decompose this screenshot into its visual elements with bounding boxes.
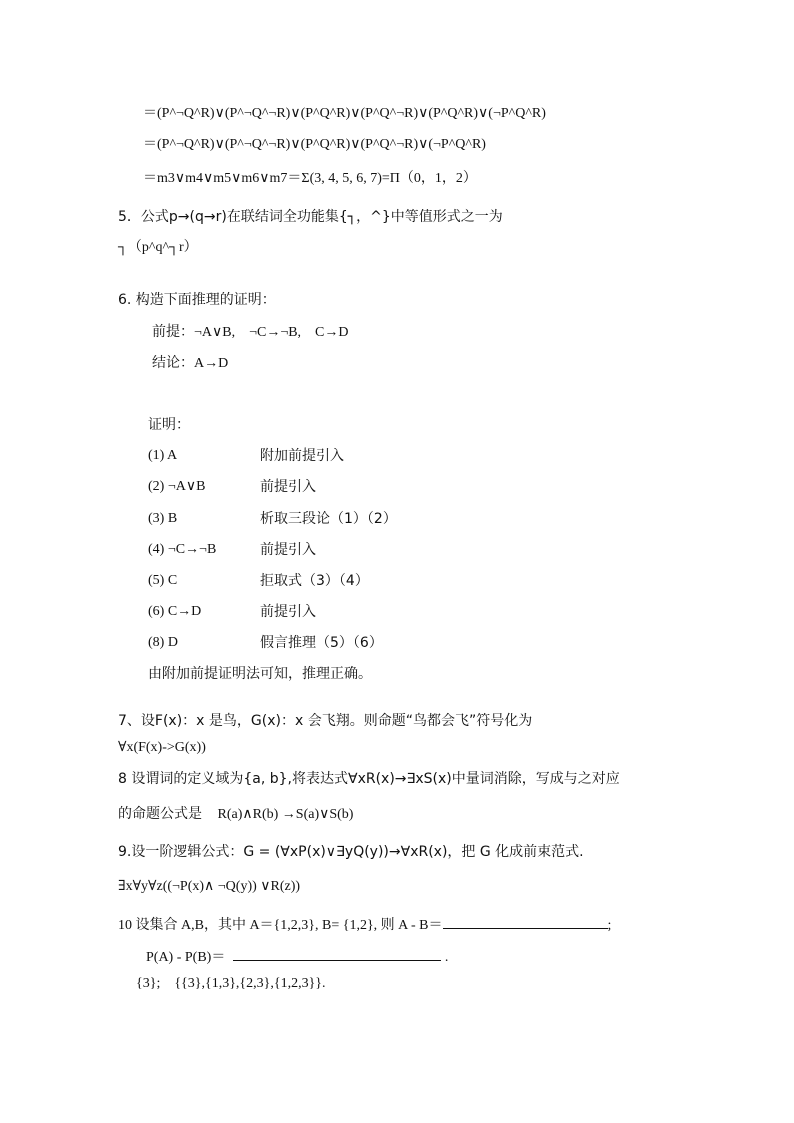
q8-line-1 <box>118 769 620 789</box>
proof-step <box>148 571 448 591</box>
conclusion-text: A→D <box>194 356 229 371</box>
proof-step-reason: 附加前提引入 <box>260 448 344 464</box>
q6-title <box>118 290 276 310</box>
proof-step-formula: (5) C <box>148 573 178 588</box>
q10-question <box>118 914 611 936</box>
proof-step <box>148 446 448 466</box>
q8-answer: R(a)∧R(b) →S(a)∨S(b) <box>217 807 354 822</box>
q6-title-text: 6. 构造下面推理的证明： <box>118 292 276 308</box>
premises-text: ¬A∨B, ¬C→¬B, C→D <box>194 325 349 340</box>
q7-question-text: 7、设F(x)：x 是鸟，G(x)：x 会飞翔。则命题“鸟都会飞”符号化为 <box>118 713 533 729</box>
q5-question-text: 5．公式p→(q→r)在联结词全功能集{┐，^}中等值形式之一为 <box>118 209 503 225</box>
q10-blank-2[interactable] <box>233 946 441 961</box>
q10-line-2-text: P(A) - P(B)＝ <box>146 950 226 965</box>
formula-line-1 <box>143 104 546 124</box>
formula-line-2 <box>143 135 486 155</box>
premise-label: 前提： <box>152 324 194 340</box>
proof-step-reason: 前提引入 <box>260 479 316 495</box>
q5-answer <box>118 238 198 258</box>
proof-step-reason: 析取三段论（1）（2） <box>260 511 397 527</box>
q6-premises <box>152 322 349 343</box>
q9-answer-text: ∃x∀y∀z((¬P(x)∧ ¬Q(y)) ∨R(z)) <box>118 879 301 894</box>
q7-question <box>118 711 532 731</box>
proof-label <box>148 415 190 435</box>
q5-answer-text: ┐（p^q^┐r） <box>118 240 198 255</box>
q10-line-2-end: . <box>444 950 449 965</box>
proof-step-formula: (1) A <box>148 448 178 463</box>
formula-line-3 <box>143 169 477 189</box>
q10-answer-text: {3}; {{3},{1,3},{2,3},{1,2,3}}. <box>136 976 326 991</box>
proof-step <box>148 509 448 529</box>
conclusion-label: 结论： <box>152 355 194 371</box>
formula-line-2-text: ＝(P^¬Q^R)∨(P^¬Q^¬R)∨(P^Q^R)∨(P^Q^¬R)∨(¬P^Q^R) <box>143 137 486 152</box>
proof-step-formula: (8) D <box>148 635 178 650</box>
formula-line-3-text: ＝m3∨m4∨m5∨m6∨m7＝Σ(3, 4, 5, 6, 7)=Π（0，1，2） <box>143 171 477 186</box>
q10-answer <box>136 974 326 994</box>
q8-line-2 <box>118 804 353 825</box>
proof-summary <box>148 664 372 684</box>
formula-line-1-text: ＝(P^¬Q^R)∨(P^¬Q^¬R)∨(P^Q^R)∨(P^Q^¬R)∨(P^Q^R)∨(¬P^Q^R) <box>143 106 546 121</box>
proof-step-reason: 前提引入 <box>260 604 316 620</box>
proof-summary-text: 由附加前提证明法可知，推理正确。 <box>148 666 372 682</box>
q10-question-text: 10 设集合 A,B，其中 A＝{1,2,3}, B= {1,2}, 则 A - B＝ <box>118 918 443 933</box>
proof-step-formula: (4) ¬C→¬B <box>148 542 217 557</box>
q9-answer <box>118 877 300 897</box>
proof-label-text: 证明： <box>148 417 190 433</box>
proof-step <box>148 477 448 497</box>
proof-step-reason: 前提引入 <box>260 542 316 558</box>
proof-step <box>148 633 448 653</box>
proof-step <box>148 540 448 560</box>
proof-step-formula: (2) ¬A∨B <box>148 479 206 494</box>
q5-question <box>118 207 503 227</box>
q7-answer <box>118 738 206 758</box>
proof-step-formula: (3) B <box>148 511 178 526</box>
proof-step-formula: (6) C→D <box>148 604 202 619</box>
q9-question <box>118 842 584 862</box>
q6-conclusion <box>152 353 228 374</box>
proof-step-reason: 拒取式（3）（4） <box>260 573 369 589</box>
q10-blank-1[interactable] <box>443 914 608 929</box>
proof-step <box>148 602 448 622</box>
q7-answer-text: ∀x(F(x)->G(x)) <box>118 740 206 755</box>
q8-line-1-text: 8 设谓词的定义域为{a, b},将表达式∀xR(x)→∃xS(x)中量词消除，写成与之对应 <box>118 771 620 787</box>
q10-line-2 <box>146 946 448 968</box>
proof-step-reason: 假言推理（5）（6） <box>260 635 383 651</box>
q9-question-text: 9.设一阶逻辑公式：G = (∀xP(x)∨∃yQ(y))→∀xR(x)，把 G 化成前束范式. <box>118 844 584 860</box>
q10-question-end: ; <box>607 918 612 933</box>
q8-line-2-label: 的命题公式是 <box>118 806 202 822</box>
